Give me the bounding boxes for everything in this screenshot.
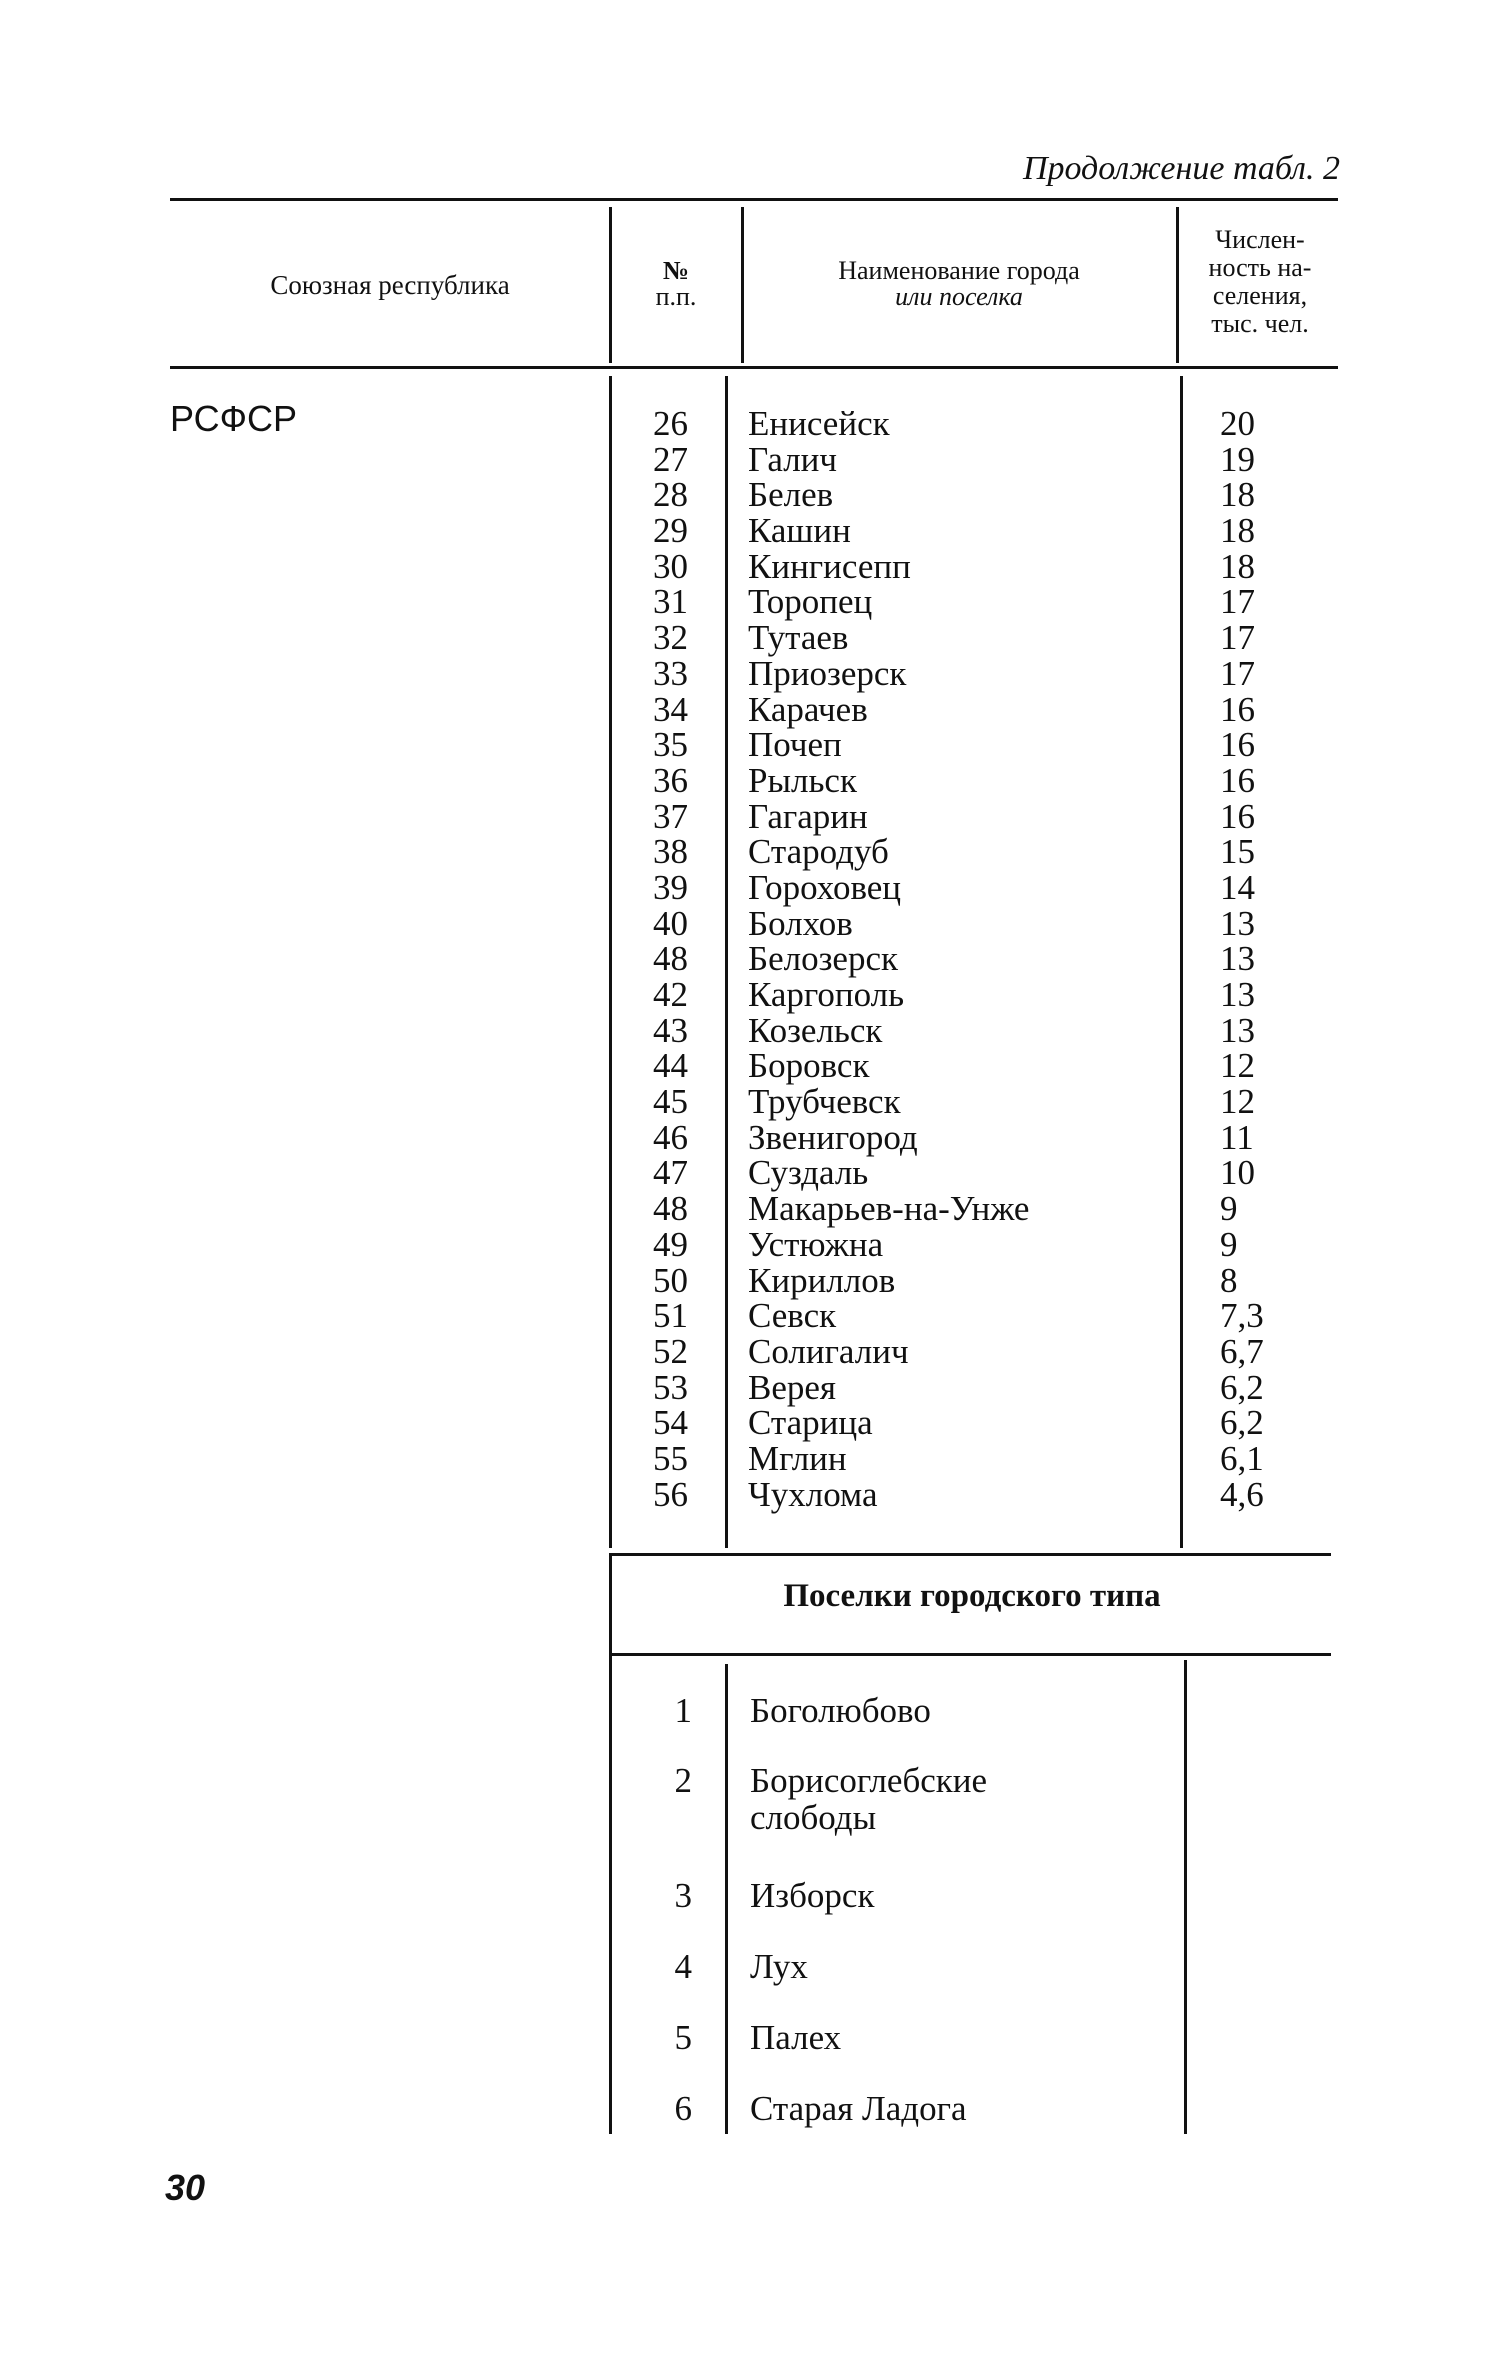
header-pop-line4: тыс. чел. <box>1211 309 1309 338</box>
city-name: Кингисепп <box>748 546 911 586</box>
city-number: 40 <box>653 903 688 943</box>
city-name: Белозерск <box>748 939 898 979</box>
city-name: Кириллов <box>748 1260 896 1300</box>
city-name: Звенигород <box>748 1117 918 1157</box>
city-name: Рыльск <box>748 760 857 800</box>
city-name: Карачев <box>748 689 868 729</box>
settlement-name: Палех <box>750 2018 842 2057</box>
city-number-list <box>612 406 688 1512</box>
settlement-name: Лух <box>750 1947 808 1986</box>
city-population-list <box>1220 406 1330 1512</box>
city-number: 52 <box>653 1331 688 1371</box>
city-name: Старица <box>748 1403 873 1443</box>
settlement-divider-3 <box>1184 1660 1187 2134</box>
city-population: 4,6 <box>1220 1474 1264 1514</box>
city-number: 36 <box>653 760 688 800</box>
city-name: Верея <box>748 1367 837 1407</box>
city-number: 54 <box>653 1403 688 1443</box>
city-population: 7,3 <box>1220 1296 1264 1336</box>
body-divider-2 <box>725 376 728 1548</box>
city-number: 45 <box>653 1082 688 1122</box>
city-population: 8 <box>1220 1260 1238 1300</box>
settlement-number: 6 <box>674 2089 692 2128</box>
city-number: 50 <box>653 1260 688 1300</box>
table-caption: Продолжение табл. 2 <box>1022 150 1340 187</box>
header-population <box>1180 226 1340 338</box>
header-name-line2: или поселка <box>895 282 1023 311</box>
city-population: 18 <box>1220 511 1255 551</box>
header-name-line1: Наименование города <box>838 256 1080 285</box>
page-number: 30 <box>165 2167 206 2208</box>
city-population: 16 <box>1220 725 1255 765</box>
subheading-top-rule <box>609 1553 1331 1556</box>
city-name: Стародуб <box>748 832 889 872</box>
city-population: 18 <box>1220 546 1255 586</box>
city-population: 9 <box>1220 1189 1238 1229</box>
settlement-name-continued: слободы <box>750 1798 877 1837</box>
city-name: Чухлома <box>748 1474 878 1514</box>
city-number: 26 <box>653 404 688 443</box>
city-name: Боровск <box>748 1046 870 1086</box>
city-population: 6,2 <box>1220 1367 1264 1407</box>
header-pop-line1: Числен- <box>1215 225 1305 254</box>
city-name: Галич <box>748 439 838 479</box>
city-number: 32 <box>653 618 688 658</box>
city-number: 39 <box>653 867 688 907</box>
city-name: Гороховец <box>748 867 902 907</box>
header-republic: Союзная республика <box>270 270 510 300</box>
city-name: Тутаев <box>748 618 849 658</box>
settlement-name: Старая Ладога <box>750 2089 967 2128</box>
header-top-rule <box>170 198 1338 201</box>
city-population: 6,7 <box>1220 1331 1264 1371</box>
header-pop-line3: селения, <box>1212 281 1308 310</box>
city-number: 33 <box>653 653 688 693</box>
city-number: 42 <box>653 975 688 1014</box>
subheading-bottom-rule <box>609 1653 1331 1656</box>
city-name: Трубчевск <box>748 1082 901 1122</box>
subheading: Поселки городского типа <box>783 1578 1161 1614</box>
city-population: 6,1 <box>1220 1438 1264 1478</box>
settlement-number: 1 <box>674 1691 692 1730</box>
city-name: Мглин <box>748 1438 847 1478</box>
city-name: Почеп <box>748 725 842 765</box>
header-number-line1: № <box>662 256 690 285</box>
city-population: 17 <box>1220 618 1255 658</box>
settlement-name: Боголюбово <box>750 1691 931 1730</box>
city-population: 17 <box>1220 653 1255 693</box>
city-name: Приозерск <box>748 653 907 693</box>
city-number: 37 <box>653 796 688 836</box>
settlement-divider-2 <box>725 1664 728 2134</box>
header-number <box>612 258 740 310</box>
city-population: 16 <box>1220 689 1255 729</box>
city-population: 13 <box>1220 1010 1255 1050</box>
header-bottom-rule <box>170 366 1338 369</box>
republic-name: РСФСР <box>170 398 297 439</box>
city-name: Севск <box>748 1296 837 1336</box>
city-number: 48 <box>653 939 688 979</box>
city-name: Торопец <box>748 582 873 622</box>
header-number-line2: п.п. <box>655 282 697 311</box>
settlement-number: 5 <box>674 2018 692 2057</box>
header-divider-3 <box>1176 207 1179 363</box>
settlement-name: Борисоглебские <box>750 1761 988 1800</box>
city-number: 35 <box>653 725 688 765</box>
city-number: 47 <box>653 1153 688 1193</box>
city-number: 31 <box>653 582 688 622</box>
city-number: 30 <box>653 546 688 586</box>
city-population: 14 <box>1220 867 1255 907</box>
city-population: 20 <box>1220 404 1255 443</box>
city-population: 16 <box>1220 760 1255 800</box>
settlement-name: Изборск <box>750 1876 875 1915</box>
city-name: Болхов <box>748 903 853 943</box>
city-number: 51 <box>653 1296 688 1336</box>
city-population: 10 <box>1220 1153 1255 1193</box>
city-number: 28 <box>653 475 688 515</box>
city-population: 12 <box>1220 1046 1255 1086</box>
city-number: 46 <box>653 1117 688 1157</box>
city-name: Енисейск <box>748 404 890 443</box>
city-population: 17 <box>1220 582 1255 622</box>
body-divider-3 <box>1180 376 1183 1548</box>
city-name: Суздаль <box>748 1153 869 1193</box>
city-name: Каргополь <box>748 975 905 1014</box>
city-name-list <box>748 406 1168 1512</box>
city-number: 55 <box>653 1438 688 1478</box>
city-name: Устюжна <box>748 1224 884 1264</box>
city-population: 9 <box>1220 1224 1238 1264</box>
city-population: 13 <box>1220 939 1255 979</box>
settlement-number: 4 <box>674 1947 692 1986</box>
city-name: Макарьев-на-Унже <box>748 1189 1030 1229</box>
city-population: 15 <box>1220 832 1255 872</box>
city-population: 13 <box>1220 975 1255 1014</box>
city-population: 11 <box>1220 1117 1254 1157</box>
city-number: 38 <box>653 832 688 872</box>
city-number: 27 <box>653 439 688 479</box>
city-population: 19 <box>1220 439 1255 479</box>
city-number: 53 <box>653 1367 688 1407</box>
city-population: 16 <box>1220 796 1255 836</box>
header-name <box>744 258 1174 310</box>
city-name: Кашин <box>748 511 851 551</box>
settlement-number: 3 <box>674 1876 692 1915</box>
city-number: 29 <box>653 511 688 551</box>
city-population: 18 <box>1220 475 1255 515</box>
city-number: 56 <box>653 1474 688 1514</box>
city-number: 34 <box>653 689 688 729</box>
city-number: 44 <box>653 1046 688 1086</box>
city-name: Белев <box>748 475 834 515</box>
city-number: 43 <box>653 1010 688 1050</box>
city-name: Козельск <box>748 1010 883 1050</box>
city-population: 12 <box>1220 1082 1255 1122</box>
city-population: 13 <box>1220 903 1255 943</box>
city-name: Гагарин <box>748 796 868 836</box>
settlement-number: 2 <box>674 1761 692 1800</box>
city-number: 48 <box>653 1189 688 1229</box>
city-population: 6,2 <box>1220 1403 1264 1443</box>
city-name: Солигалич <box>748 1331 909 1371</box>
header-pop-line2: ность на- <box>1208 253 1312 282</box>
city-number: 49 <box>653 1224 688 1264</box>
